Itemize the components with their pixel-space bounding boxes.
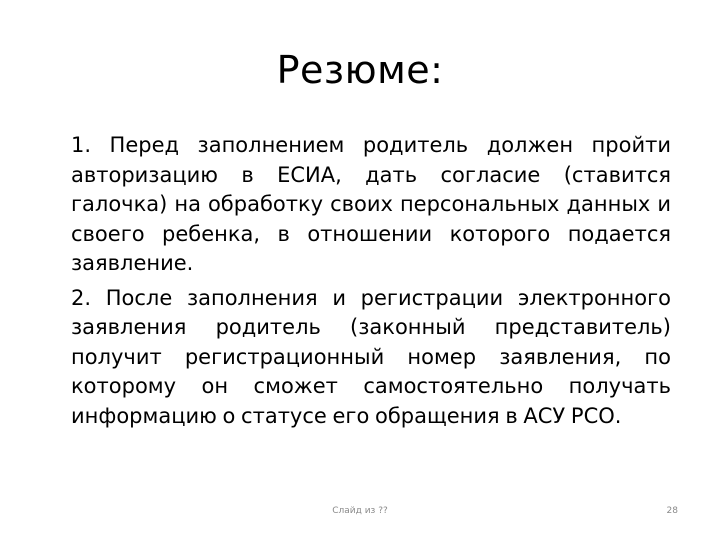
page-number: 28	[666, 506, 678, 516]
slide-counter: Слайд из ??	[332, 506, 388, 516]
paragraph-2: 2. После заполнения и регистрации электронного заявления родитель (законный представитель) получит регистрационный номер заявления, по которому он сможет самостоятельно получать информацию о статусе его обращения в АСУ РСО.	[71, 285, 671, 428]
slide-title: Резюме:	[276, 48, 444, 92]
paragraph-1: 1. Перед заполнением родитель должен пройти авторизацию в ЕСИА, дать согласие (ставится галочка) на обработку своих персональных данных и своего ребенка, в отношении которого подается заявление.	[71, 133, 671, 275]
slide-body	[71, 131, 671, 436]
